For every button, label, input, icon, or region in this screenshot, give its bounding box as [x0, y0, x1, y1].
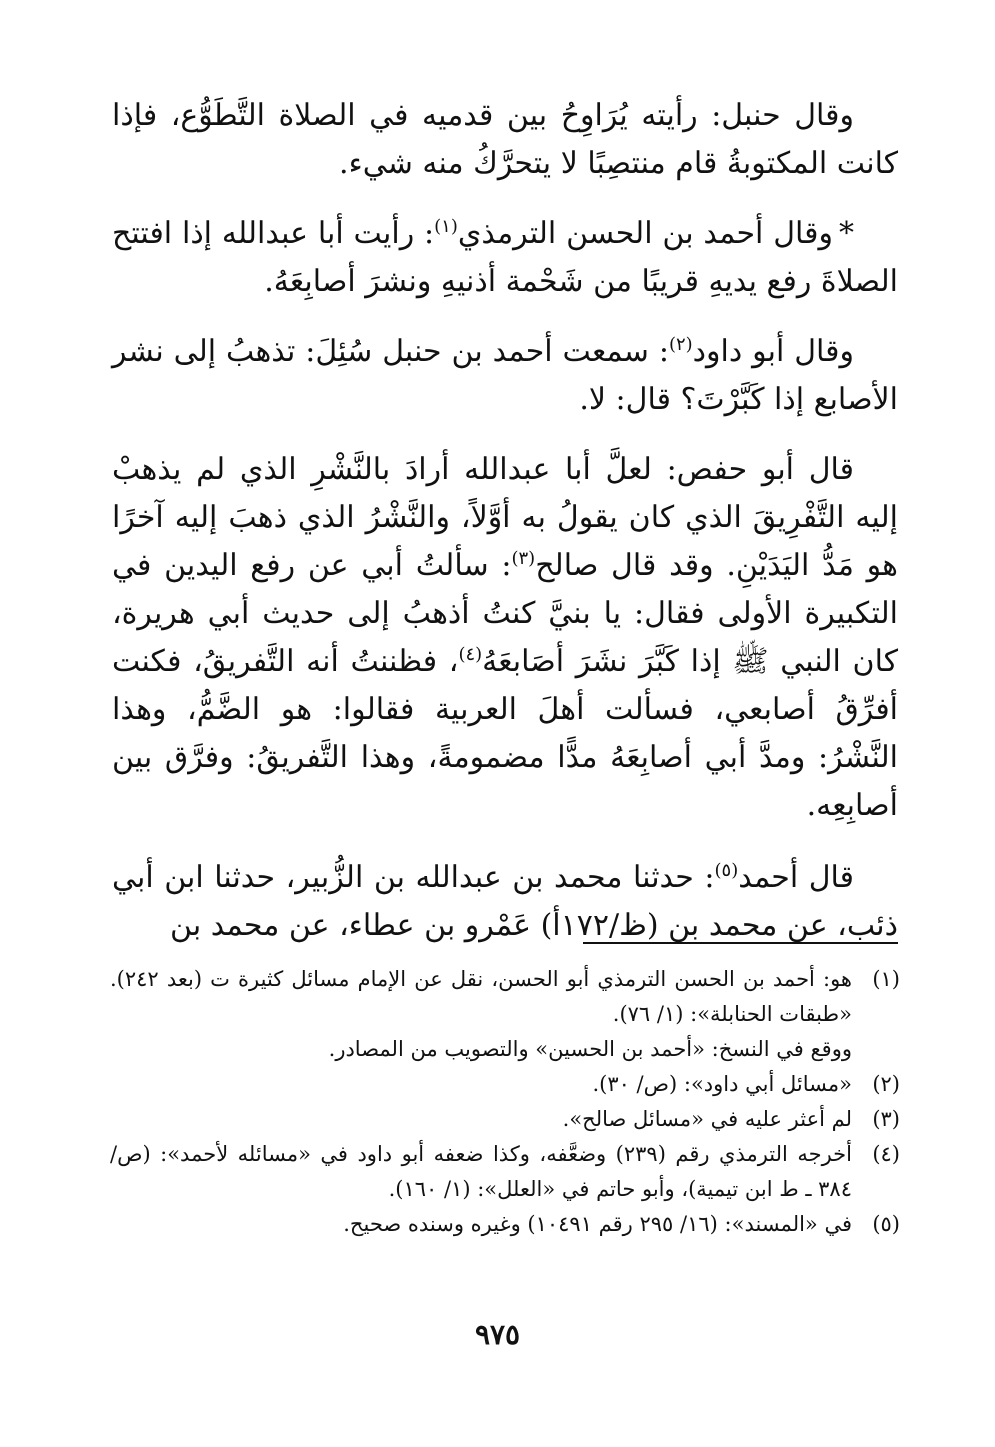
- footnote-note: ووقع في النسخ: «أحمد بن الحسين» والتصويب من المصادر.: [328, 1037, 852, 1061]
- paragraph-text: : سمعت أحمد بن حنبل سُئِلَ: تذهبُ إلى نشر الأصابع إذا كَبَّرْتَ؟ قال: لا.: [112, 334, 898, 417]
- page-number: ٩٧٥: [474, 1318, 521, 1351]
- footnote-separator: [583, 942, 898, 944]
- footnote-text: أخرجه الترمذي رقم (٢٣٩) وضعَّفه، وكذا ضعفه أبو داود في «مسائله لأحمد»: (ص/ ٣٨٤ ـ ط ابن تيمية)، وأبو حاتم في «العلل»: (١/ ١٦٠).: [110, 1142, 852, 1201]
- paragraph-text: وقال أحمد بن الحسن الترمذي: [457, 216, 833, 251]
- footnote-number: (٣): [872, 1107, 900, 1131]
- footnote-text: هو: أحمد بن الحسن الترمذي أبو الحسن، نقل عن الإمام مسائل كثيرة ت (بعد ٢٤٢). «طبقات الحنابلة»: (١/ ٧٦).: [110, 967, 852, 1026]
- paragraph-text: ، فظننتُ أنه التَّفريقُ، فكنت أفرِّقُ أصابعي، فسألت أهلَ العربية فقالوا: هو الضَّمُّ، وهذا النَّشْرُ: ومدَّ أبي أصابِعَهُ مدًّا مضمومةً، وهذا التَّفريقُ: وفرَّق بين أصابِعِه.: [112, 644, 898, 823]
- paragraph-text: وقال أبو داود: [692, 334, 854, 369]
- footnote-item: [110, 1207, 900, 1242]
- footnote-ref[interactable]: (٥): [714, 860, 739, 881]
- paragraph-text: : حدثنا محمد بن عبدالله بن الزُّبير، حدثنا ابن أبي ذئب، عن محمد بن (ظ/١٧٢أ) عَمْرو بن عطاء، عن محمد بن: [112, 860, 898, 943]
- footnote-ref[interactable]: (١): [434, 216, 458, 237]
- footnote-text: في «المسند»: (١٦/ ٢٩٥ رقم ١٠٤٩١) وغيره وسنده صحيح.: [343, 1212, 852, 1236]
- footnote-number: (٥): [872, 1212, 900, 1236]
- footnote-number: (٤): [872, 1142, 900, 1166]
- paragraph-text: : رأيت أبا عبدالله إذا افتتح الصلاةَ رفع يديهِ قريبًا من شَحْمة أذنيهِ ونشرَ أصابِعَهُ.: [112, 216, 898, 299]
- footnotes: [110, 962, 900, 1242]
- asterisk-icon: *: [838, 216, 854, 251]
- paragraph-abu-hafs: [112, 446, 898, 830]
- main-text: [112, 92, 898, 950]
- footnote-number: (٢): [872, 1072, 900, 1096]
- paragraph-tirmidhi: [112, 210, 898, 306]
- footnote-text: «مسائل أبي داود»: (ص/ ٣٠).: [592, 1072, 852, 1096]
- footnote-item: [110, 962, 900, 1032]
- paragraph-hanbal: وقال حنبل: رأيته يُرَاوِحُ بين قدميه في الصلاة التَّطَوُّع، فإذا كانت المكتوبةُ قام منتصِبًا لا يتحرَّكُ منه شيء.: [112, 98, 898, 181]
- footnote-text: لم أعثر عليه في «مسائل صالح».: [562, 1107, 852, 1131]
- footnote-item: [110, 1137, 900, 1207]
- paragraph-abu-dawud: [112, 328, 898, 424]
- footnote-ref[interactable]: (٣): [511, 548, 536, 569]
- footnote-item: [110, 1102, 900, 1137]
- footnote-ref[interactable]: (٢): [668, 334, 693, 355]
- footnote-item: [110, 1067, 900, 1102]
- paragraph-ahmad: [112, 854, 898, 950]
- paragraph-text: قال أحمد: [738, 860, 854, 895]
- footnote-ref[interactable]: (٤): [458, 644, 483, 665]
- paragraph-text: قال أبو حفص: لعلَّ أبا عبدالله أرادَ بالنَّشْرِ الذي لم يذهبْ إليه التَّفْرِيقَ الذي كان يقولُ به أوَّلاً، والنَّشْرُ الذي ذهبَ إليه آخرًا هو مَدُّ اليَدَيْنِ. وقد قال صالح: [112, 452, 898, 583]
- footnote-number: (١): [872, 967, 900, 991]
- paragraph-text: : سألتُ أبي عن رفع اليدين في التكبيرة الأولى فقال: يا بنيَّ كنتُ أذهبُ إلى حديث أبي هريرة، كان النبي ﷺ إذا كَبَّرَ نشَرَ أصَابعَهُ: [112, 548, 898, 679]
